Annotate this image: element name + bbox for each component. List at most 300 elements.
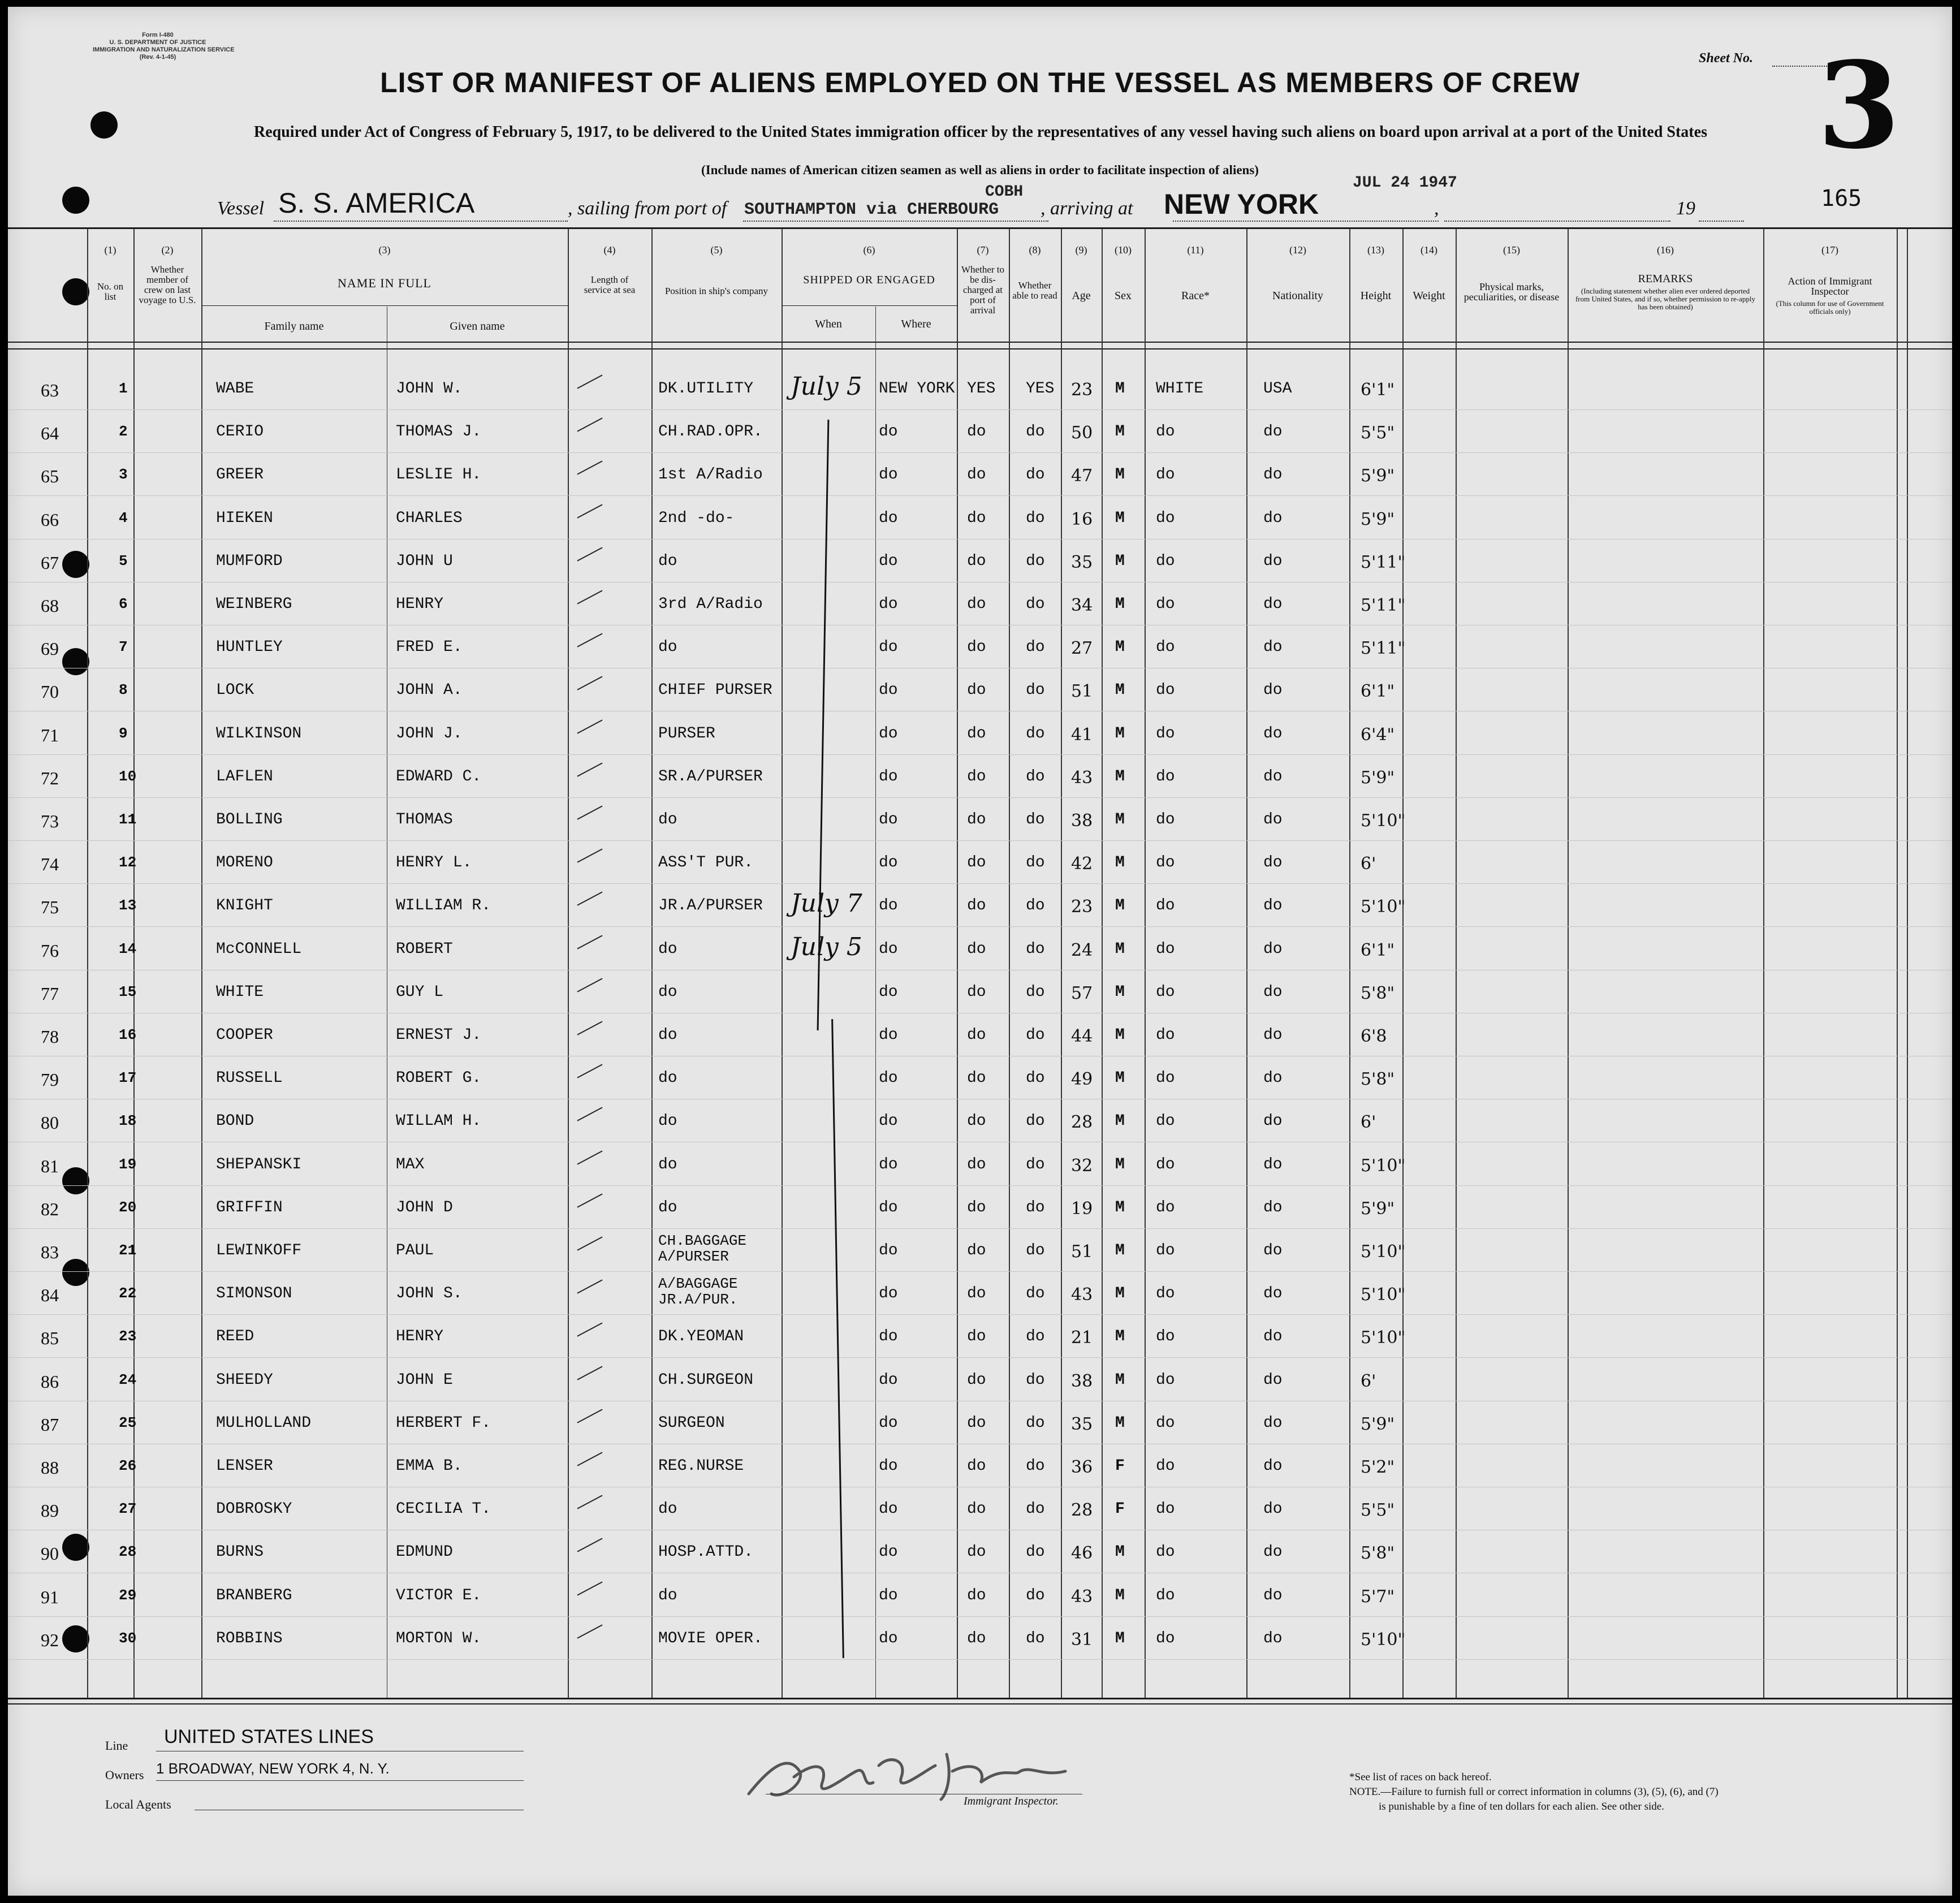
height: 5'5" (1361, 1500, 1395, 1520)
page-title: LIST OR MANIFEST OF ALIENS EMPLOYED ON THE VESSEL AS MEMBERS OF CREW (380, 67, 1580, 98)
position: A/BAGGAGE (658, 1275, 738, 1292)
form-number: Form I-480 (142, 32, 174, 38)
able-to-read: do (1026, 1026, 1045, 1044)
given-name: THOMAS J. (396, 423, 482, 441)
age: 34 (1071, 596, 1093, 615)
age: 49 (1071, 1069, 1093, 1089)
able-to-read: do (1026, 1543, 1045, 1561)
race: do (1156, 681, 1175, 699)
col-6-header: SHIPPED OR ENGAGED (803, 274, 935, 286)
col-divider (1102, 228, 1103, 1698)
height: 5'9" (1361, 466, 1395, 486)
col-13-number: (13) (1367, 244, 1384, 256)
col-10-header: Sex (1115, 290, 1132, 302)
sex: M (1115, 1587, 1125, 1604)
col-divider (1246, 228, 1247, 1698)
position: 2nd -do- (658, 510, 735, 527)
height: 5'9" (1361, 510, 1395, 529)
table-bottom-rule-2 (8, 1703, 1952, 1704)
family-name: WILKINSON (216, 725, 302, 743)
position: do (658, 1156, 677, 1173)
race-footnote: *See list of races on back hereof. (1349, 1771, 1492, 1783)
service-mark (577, 1624, 602, 1638)
manifest-sheet (8, 7, 1952, 1896)
col-6-number: (6) (863, 244, 875, 256)
able-to-read: do (1026, 1457, 1045, 1475)
position: JR.A/PURSER (658, 897, 763, 914)
shipped-where: do (879, 1156, 898, 1173)
margin-number: 89 (41, 1500, 59, 1521)
family-name: LAFLEN (216, 768, 273, 786)
height: 6'4" (1361, 725, 1395, 745)
row-number: 14 (119, 940, 137, 957)
row-number: 11 (119, 811, 137, 828)
given-name: JOHN D (396, 1199, 453, 1216)
sex: M (1115, 1156, 1125, 1173)
position: do (658, 983, 677, 1001)
given-name: ROBERT (396, 940, 453, 958)
given-name: EDWARD C. (396, 768, 482, 786)
col-9-header: Age (1072, 290, 1091, 302)
height: 5'11" (1361, 638, 1406, 658)
position: SR.A/PURSER (658, 768, 763, 786)
col-divider (1568, 228, 1569, 1698)
nationality: do (1263, 1414, 1283, 1432)
age: 51 (1071, 681, 1093, 701)
row-number: 8 (119, 681, 128, 698)
punch-hole (62, 551, 89, 578)
punch-hole (62, 1259, 89, 1286)
race: do (1156, 940, 1175, 958)
able-to-read: do (1026, 466, 1045, 484)
margin-number: 64 (41, 423, 59, 443)
sex: M (1115, 811, 1125, 828)
discharged: do (967, 940, 986, 958)
row-number: 1 (119, 380, 128, 397)
age: 21 (1071, 1328, 1093, 1348)
col-divider (568, 228, 569, 1698)
year-label: , (1434, 198, 1439, 219)
col-5-header: Position in ship's company (664, 286, 769, 296)
given-name: LESLIE H. (396, 466, 482, 484)
margin-number: 69 (41, 638, 59, 659)
race: do (1156, 553, 1175, 570)
age: 51 (1071, 1242, 1093, 1262)
given-name: JOHN E (396, 1371, 453, 1389)
able-to-read: do (1026, 983, 1045, 1001)
nationality: do (1263, 1069, 1283, 1087)
able-to-read: do (1026, 681, 1045, 699)
form-reference (93, 32, 235, 61)
position: DK.YEOMAN (658, 1328, 744, 1345)
shipped-where: do (879, 897, 898, 914)
owners-label: Owners (105, 1768, 144, 1782)
family-name: SHEEDY (216, 1371, 273, 1389)
nationality: do (1263, 1500, 1283, 1518)
margin-number: 71 (41, 725, 59, 745)
discharged: do (967, 1285, 986, 1302)
table-top-rule (8, 227, 1952, 229)
nationality: do (1263, 1285, 1283, 1302)
race: do (1156, 897, 1175, 914)
position: REG.NURSE (658, 1457, 744, 1475)
nationality: do (1263, 510, 1283, 527)
age: 42 (1071, 854, 1093, 874)
position: CHIEF PURSER (658, 681, 772, 699)
page-subtitle: Required under Act of Congress of February 5, 1917, to be delivered to the United States immigration officer by the representatives of any vessel having such aliens on board upon arrival at a port of the United States (254, 123, 1707, 141)
nationality: do (1263, 596, 1283, 613)
able-to-read: do (1026, 1371, 1045, 1389)
discharged: do (967, 553, 986, 570)
family-name: SIMONSON (216, 1285, 292, 1302)
shipped-where: do (879, 681, 898, 699)
position: do (658, 638, 677, 656)
nationality: do (1263, 897, 1283, 914)
age: 43 (1071, 1587, 1093, 1607)
penalty-note-1: NOTE.—Failure to furnish full or correct information in columns (3), (5), (6), and (7) (1349, 1786, 1719, 1798)
row-number: 28 (119, 1543, 137, 1560)
col-9-number: (9) (1075, 244, 1087, 256)
arriving-label-text: arriving at (1050, 198, 1133, 219)
row-number: 27 (119, 1500, 137, 1517)
col-4-header: Length of service at sea (584, 274, 636, 295)
service-mark (577, 460, 602, 474)
service-mark (577, 978, 602, 992)
department: U. S. DEPARTMENT OF JUSTICE (109, 39, 206, 46)
row-number: 25 (119, 1414, 137, 1431)
able-to-read: do (1026, 1242, 1045, 1259)
height: 5'11" (1361, 596, 1406, 615)
height: 5'8" (1361, 1069, 1395, 1089)
given-name: MORTON W. (396, 1630, 482, 1647)
nationality: do (1263, 854, 1283, 871)
able-to-read: do (1026, 897, 1045, 914)
shipped-where: do (879, 596, 898, 613)
col-2-number: (2) (161, 244, 174, 256)
nationality: do (1263, 725, 1283, 743)
service-mark (577, 547, 602, 561)
family-name: GREER (216, 466, 264, 484)
sex: F (1115, 1457, 1125, 1475)
able-to-read: do (1026, 1414, 1045, 1432)
discharged: do (967, 510, 986, 527)
able-to-read: YES (1026, 380, 1055, 398)
service-mark (577, 848, 602, 862)
family-name: SHEPANSKI (216, 1156, 302, 1173)
shipped-where: do (879, 811, 898, 828)
sex: M (1115, 553, 1125, 570)
margin-number: 66 (41, 510, 59, 530)
race: do (1156, 1630, 1175, 1647)
row-number: 22 (119, 1285, 137, 1302)
col-11-number: (11) (1187, 244, 1204, 256)
row-rule (8, 1271, 1952, 1272)
height: 5'10" (1361, 1328, 1406, 1348)
given-name: THOMAS (396, 811, 453, 828)
family-name: REED (216, 1328, 254, 1345)
sex: M (1115, 380, 1125, 398)
given-name: CECILIA T. (396, 1500, 491, 1518)
row-number: 23 (119, 1328, 137, 1345)
margin-number: 67 (41, 553, 59, 573)
nationality: do (1263, 423, 1283, 441)
sex: M (1115, 1371, 1125, 1389)
sex: M (1115, 897, 1125, 914)
col-4-number: (4) (603, 244, 616, 256)
height: 5'11" (1361, 553, 1406, 572)
family-name: BURNS (216, 1543, 264, 1561)
shipped-where: NEW YORK (879, 380, 955, 398)
position: do (658, 1069, 677, 1087)
age: 23 (1071, 380, 1093, 400)
position: do (658, 1500, 677, 1518)
height: 6' (1361, 854, 1376, 874)
height: 5'10" (1361, 811, 1406, 831)
position: PURSER (658, 725, 715, 743)
given-name: GUY L (396, 983, 444, 1001)
position-line-2: JR.A/PUR. (658, 1291, 738, 1308)
able-to-read: do (1026, 1587, 1045, 1604)
position: CH.SURGEON (658, 1371, 754, 1389)
able-to-read: do (1026, 725, 1045, 743)
race: do (1156, 1199, 1175, 1216)
margin-number: 82 (41, 1199, 59, 1219)
margin-number: 88 (41, 1457, 59, 1478)
owners-dotted (156, 1780, 524, 1781)
nationality: do (1263, 1112, 1283, 1130)
service-mark (577, 417, 602, 431)
height: 5'9" (1361, 1199, 1395, 1219)
col-divider (1402, 228, 1404, 1698)
shipped-subheader-rule (782, 305, 957, 306)
discharged: do (967, 1414, 986, 1432)
discharged: do (967, 596, 986, 613)
margin-number: 83 (41, 1242, 59, 1262)
race: do (1156, 1156, 1175, 1173)
arriving-line (1173, 221, 1439, 222)
nationality: do (1263, 1242, 1283, 1259)
given-name: FRED E. (396, 638, 463, 656)
col-divider (133, 228, 135, 1698)
sex: M (1115, 1112, 1125, 1130)
row-number: 17 (119, 1069, 137, 1086)
race: do (1156, 1112, 1175, 1130)
position: do (658, 811, 677, 828)
height: 5'10" (1361, 1630, 1406, 1650)
line-label: Line (105, 1738, 128, 1753)
table-bottom-rule (8, 1698, 1952, 1699)
margin-number: 74 (41, 854, 59, 874)
revision: (Rev. 4-1-45) (139, 54, 176, 61)
row-number: 30 (119, 1630, 137, 1647)
col-13-header: Height (1360, 290, 1392, 302)
service-mark (577, 762, 602, 776)
race: do (1156, 638, 1175, 656)
family-name: KNIGHT (216, 897, 273, 914)
col-11-header: Race* (1181, 290, 1210, 302)
sex: M (1115, 1026, 1125, 1044)
family-name: MUMFORD (216, 553, 283, 570)
able-to-read: do (1026, 940, 1045, 958)
shipped-where: do (879, 1285, 898, 1302)
name-subheader-rule (201, 305, 568, 306)
col-6-where-header: Where (901, 318, 931, 330)
service-mark (577, 1021, 602, 1035)
margin-number: 75 (41, 897, 59, 917)
position: MOVIE OPER. (658, 1630, 763, 1647)
col-16-subheader: (Including statement whether alien ever ordered deported from United States, and if so, whether permission to re-apply has been obtained) (1575, 287, 1756, 311)
row-rule (8, 495, 1952, 496)
sex: M (1115, 681, 1125, 699)
family-name: BOND (216, 1112, 254, 1130)
row-rule (8, 1659, 1952, 1660)
penalty-note-2: is punishable by a fine of ten dollars for each alien. See other side. (1379, 1801, 1664, 1813)
punch-hole (62, 1167, 89, 1194)
position: DK.UTILITY (658, 380, 754, 398)
race: do (1156, 466, 1175, 484)
sailing-label-text: sailing from port of (577, 198, 727, 219)
able-to-read: do (1026, 854, 1045, 871)
col-14-header: Weight (1413, 290, 1445, 302)
position: SURGEON (658, 1414, 725, 1432)
agents-label: Local Agents (105, 1797, 171, 1811)
year-prefix: 19 (1676, 198, 1695, 219)
nationality: do (1263, 1328, 1283, 1345)
age: 35 (1071, 553, 1093, 572)
row-number: 21 (119, 1242, 137, 1259)
date-stamp: JUL 24 1947 (1353, 174, 1457, 192)
row-number: 20 (119, 1199, 137, 1216)
age: 57 (1071, 983, 1093, 1003)
height: 5'7" (1361, 1587, 1395, 1607)
sheet-label: Sheet No. (1699, 51, 1753, 66)
vessel-name: S. S. AMERICA (278, 187, 475, 219)
sex: M (1115, 638, 1125, 656)
nationality: do (1263, 1543, 1283, 1561)
discharged: do (967, 466, 986, 484)
include-note: (Include names of American citizen seamen as well as aliens in order to facilitate inspection of aliens) (701, 163, 1259, 177)
sex: M (1115, 768, 1125, 786)
position: do (658, 553, 677, 570)
col-divider (782, 228, 783, 1698)
margin-number: 85 (41, 1328, 59, 1348)
discharged: do (967, 1457, 986, 1475)
vessel-label: Vessel (217, 198, 265, 219)
col-divider (87, 228, 88, 1698)
discharged: do (967, 1500, 986, 1518)
discharged: do (967, 725, 986, 743)
able-to-read: do (1026, 1069, 1045, 1087)
service-mark (577, 891, 602, 905)
discharged: do (967, 638, 986, 656)
arriving-port: NEW YORK (1164, 188, 1319, 220)
service-mark (577, 935, 602, 949)
age: 19 (1071, 1199, 1093, 1219)
race: do (1156, 510, 1175, 527)
row-rule (8, 1228, 1952, 1229)
shipped-when: July 5 (791, 933, 862, 961)
given-name: JOHN U (396, 553, 453, 570)
race: do (1156, 1328, 1175, 1345)
row-number: 10 (119, 768, 137, 785)
col-7-header: Whether to be dis-charged at port of arrival (961, 264, 1004, 316)
row-rule (8, 1616, 1952, 1617)
col-3-given-header: Given name (450, 320, 505, 333)
family-name: LEWINKOFF (216, 1242, 302, 1259)
race: do (1156, 1285, 1175, 1302)
col-5-number: (5) (710, 244, 723, 256)
service-mark (577, 504, 602, 518)
race: do (1156, 811, 1175, 828)
arriving-label: , arriving at (1041, 198, 1133, 219)
nationality: do (1263, 638, 1283, 656)
position: 1st A/Radio (658, 466, 763, 484)
able-to-read: do (1026, 1328, 1045, 1345)
margin-number: 90 (41, 1543, 59, 1564)
service-mark (577, 719, 602, 733)
line-value: UNITED STATES LINES (164, 1726, 374, 1747)
col-2-header: Whether member of crew on last voyage to U.S. (139, 264, 196, 305)
height: 5'10" (1361, 1285, 1406, 1305)
sex: M (1115, 1543, 1125, 1561)
height: 5'9" (1361, 768, 1395, 788)
position: HOSP.ATTD. (658, 1543, 754, 1561)
shipped-where: do (879, 1112, 898, 1130)
service-mark (577, 1322, 602, 1336)
shipped-where: do (879, 1069, 898, 1087)
sex: M (1115, 725, 1125, 743)
margin-number: 79 (41, 1069, 59, 1090)
family-name: HIEKEN (216, 510, 273, 527)
margin-number: 65 (41, 466, 59, 486)
family-name: MORENO (216, 854, 273, 871)
shipped-where: do (879, 1543, 898, 1561)
sex: M (1115, 423, 1125, 441)
position: do (658, 1587, 677, 1604)
height: 6'1" (1361, 681, 1395, 701)
col-divider (1349, 228, 1350, 1698)
height: 5'2" (1361, 1457, 1395, 1477)
sex: F (1115, 1500, 1125, 1518)
margin-number: 80 (41, 1112, 59, 1133)
punch-hole (90, 111, 118, 139)
race: do (1156, 854, 1175, 871)
family-name: BOLLING (216, 811, 283, 828)
age: 47 (1071, 466, 1093, 486)
inspector-label: Immigrant Inspector. (964, 1795, 1059, 1807)
race: do (1156, 1026, 1175, 1044)
col-3-header: NAME IN FULL (338, 276, 431, 290)
age: 41 (1071, 725, 1093, 745)
able-to-read: do (1026, 1285, 1045, 1302)
discharged: do (967, 768, 986, 786)
margin-number: 91 (41, 1587, 59, 1607)
age: 31 (1071, 1630, 1093, 1650)
col-16-header: REMARKS (1638, 273, 1693, 285)
service-mark (577, 1193, 602, 1207)
family-name: LENSER (216, 1457, 273, 1475)
position: do (658, 1199, 677, 1216)
sex: M (1115, 1414, 1125, 1432)
family-name: RUSSELL (216, 1069, 283, 1087)
shipped-where: do (879, 1414, 898, 1432)
margin-number: 72 (41, 768, 59, 788)
able-to-read: do (1026, 768, 1045, 786)
col-8-number: (8) (1029, 244, 1041, 256)
nationality: do (1263, 940, 1283, 958)
row-rule (8, 539, 1952, 540)
service-mark (577, 1279, 602, 1293)
